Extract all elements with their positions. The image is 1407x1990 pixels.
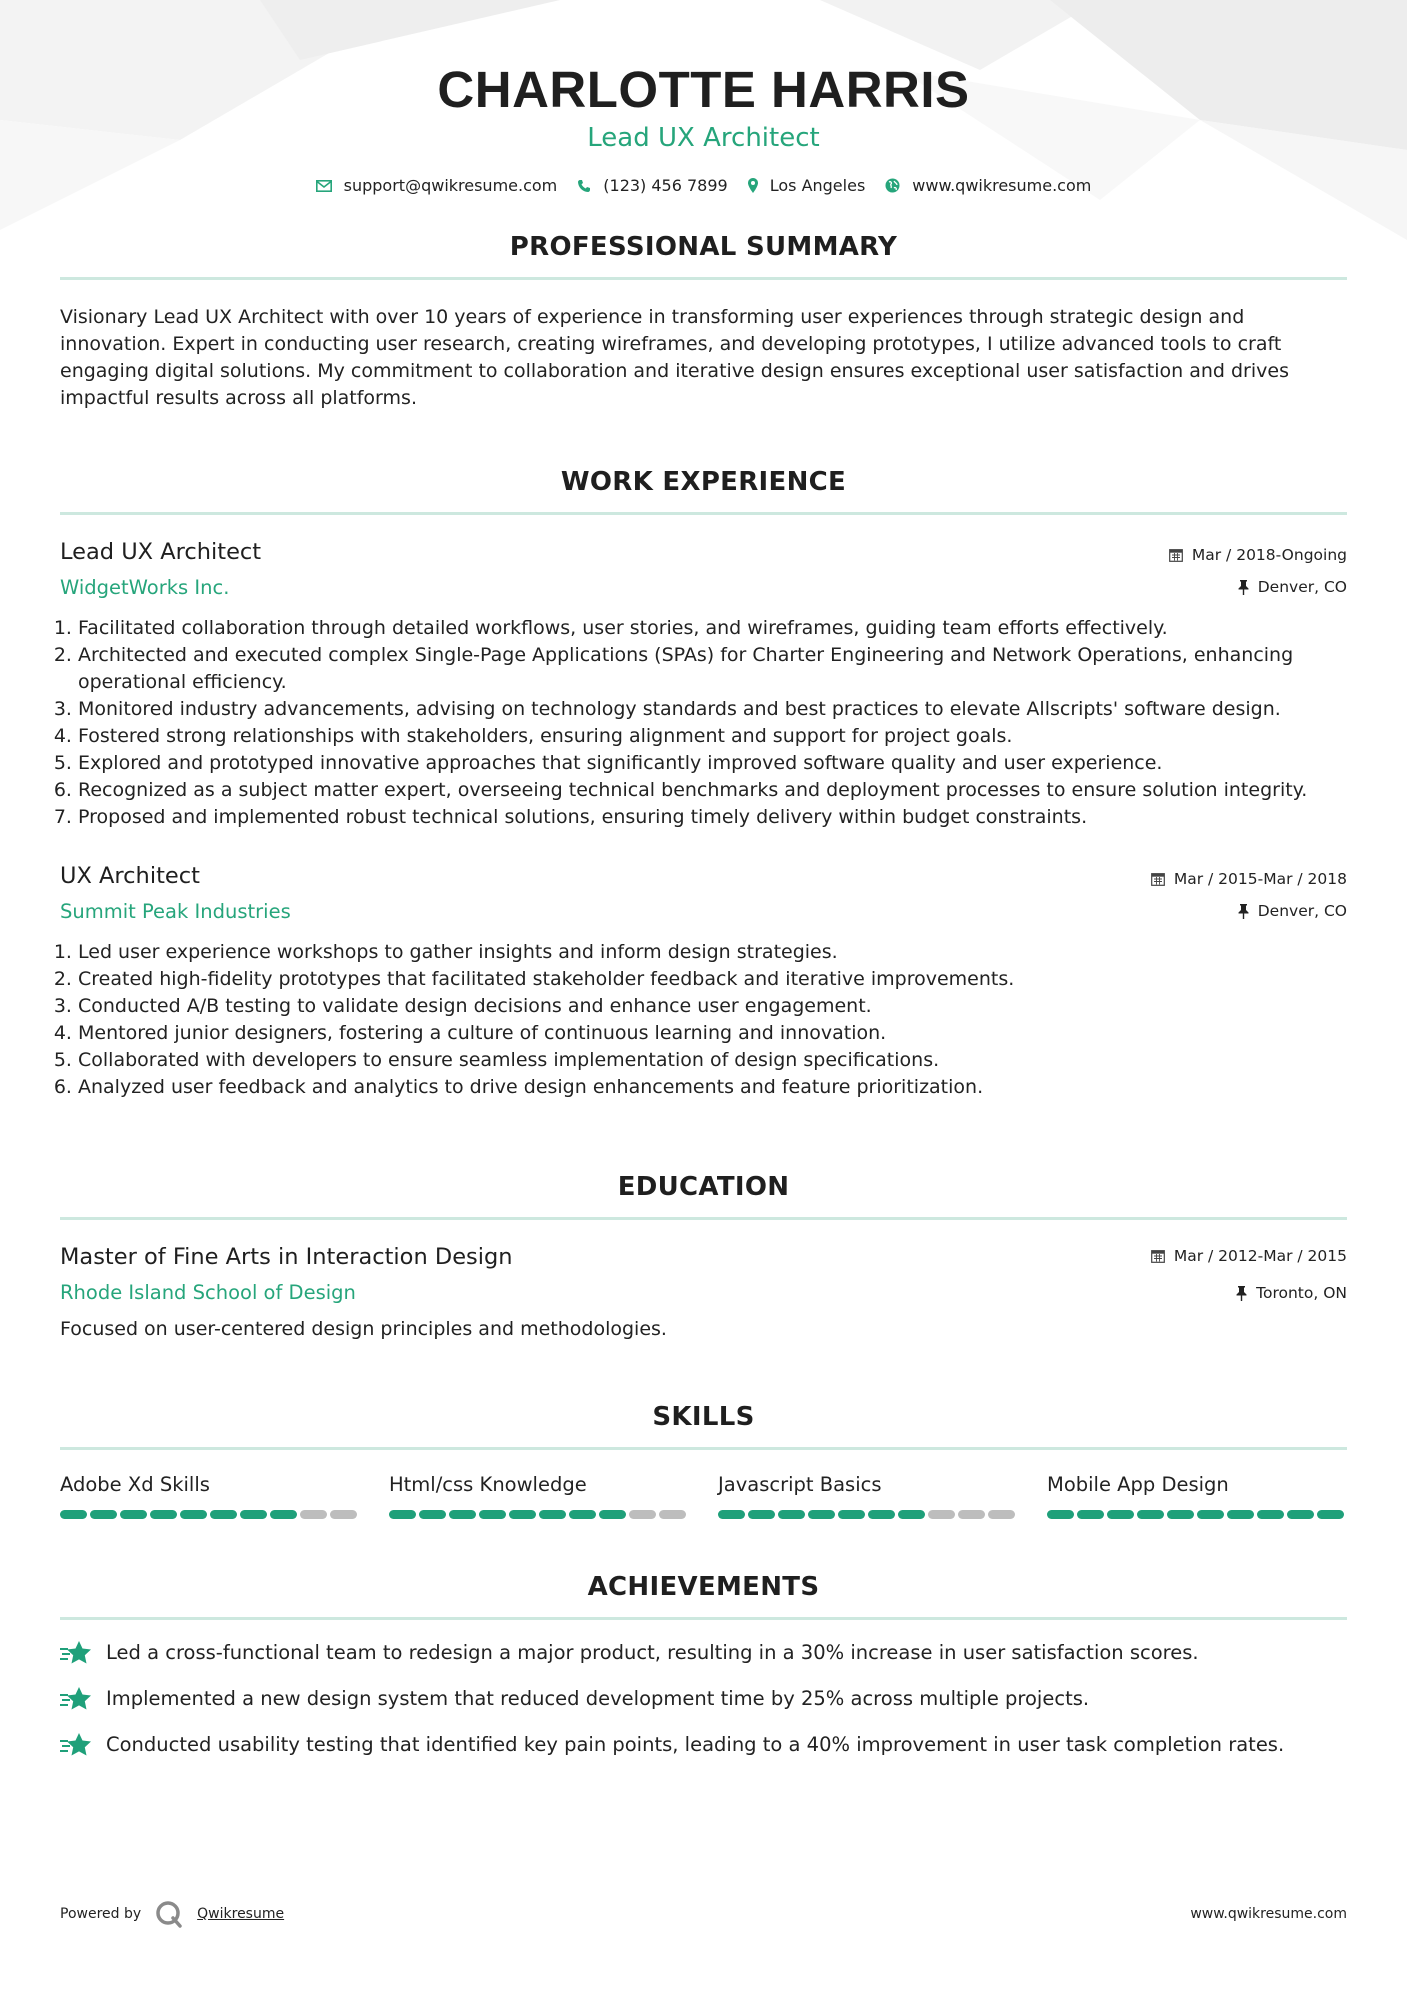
skill-segment-empty bbox=[330, 1510, 357, 1519]
powered-by bbox=[60, 1900, 284, 1928]
job-location: Denver, CO bbox=[1257, 578, 1347, 596]
responsibility-list bbox=[60, 615, 1347, 831]
list-item: 2. Created high-fidelity prototypes that facilitated stakeholder feedback and iterative improvements. bbox=[78, 966, 1347, 993]
degree-title: Master of Fine Arts in Interaction Design bbox=[60, 1244, 513, 1270]
envelope-icon bbox=[316, 180, 332, 192]
education-dates: Mar / 2012-Mar / 2015 bbox=[1173, 1247, 1347, 1265]
candidate-title: Lead UX Architect bbox=[587, 123, 820, 153]
skill-meter bbox=[718, 1510, 1018, 1519]
skill-segment-filled bbox=[210, 1510, 237, 1519]
summary-heading: PROFESSIONAL SUMMARY bbox=[509, 232, 898, 262]
skill-segment-filled bbox=[419, 1510, 446, 1519]
skill-segment-filled bbox=[449, 1510, 476, 1519]
skill-segment-filled bbox=[1257, 1510, 1284, 1519]
skill-segment-filled bbox=[1167, 1510, 1194, 1519]
skill-segment-filled bbox=[569, 1510, 596, 1519]
location-text: Los Angeles bbox=[769, 176, 866, 195]
job-entry bbox=[60, 537, 1347, 831]
skill-segment-filled bbox=[60, 1510, 87, 1519]
skill-segment-filled bbox=[718, 1510, 745, 1519]
star-icon bbox=[60, 1732, 92, 1758]
section-divider bbox=[60, 1447, 1347, 1450]
skill-name: Javascript Basics bbox=[718, 1473, 882, 1496]
website-text: www.qwikresume.com bbox=[912, 176, 1092, 195]
footer-website[interactable]: www.qwikresume.com bbox=[1190, 1906, 1347, 1922]
skill-segment-filled bbox=[1317, 1510, 1344, 1519]
education-location: Toronto, ON bbox=[1256, 1284, 1347, 1302]
skill-segment-empty bbox=[300, 1510, 327, 1519]
skill-segment-filled bbox=[90, 1510, 117, 1519]
skill-segment-filled bbox=[389, 1510, 416, 1519]
responsibility-list bbox=[60, 939, 1347, 1101]
contact-bar bbox=[60, 176, 1347, 195]
skill-item bbox=[1047, 1472, 1347, 1519]
list-item: 5. Explored and prototyped innovative approaches that significantly improved software quality and user experience. bbox=[78, 750, 1347, 777]
calendar-icon bbox=[1151, 1249, 1165, 1263]
list-item: 3. Monitored industry advancements, advising on technology standards and best practices to elevate Allscripts' software design. bbox=[78, 696, 1347, 723]
list-item: 2. Architected and executed complex Single-Page Applications (SPAs) for Charter Engineering and Network Operations, enhancing operational efficiency. bbox=[78, 642, 1347, 696]
star-icon bbox=[60, 1686, 92, 1712]
skill-segment-filled bbox=[539, 1510, 566, 1519]
star-icon bbox=[60, 1640, 92, 1666]
skill-segment-empty bbox=[988, 1510, 1015, 1519]
phone-text: (123) 456 7899 bbox=[603, 176, 728, 195]
education-description: Focused on user-centered design principles and methodologies. bbox=[60, 1318, 667, 1340]
skill-meter bbox=[389, 1510, 689, 1519]
achievement-text: Conducted usability testing that identified key pain points, leading to a 40% improvement in user task completion rates. bbox=[106, 1733, 1285, 1756]
skill-segment-filled bbox=[838, 1510, 865, 1519]
phone-icon bbox=[577, 179, 591, 193]
skill-segment-filled bbox=[509, 1510, 536, 1519]
summary-section bbox=[60, 231, 1347, 412]
pushpin-icon bbox=[1238, 580, 1249, 595]
skill-segment-filled bbox=[1197, 1510, 1224, 1519]
skill-segment-filled bbox=[748, 1510, 775, 1519]
list-item: 5. Collaborated with developers to ensure seamless implementation of design specifications. bbox=[78, 1047, 1347, 1074]
list-item: 4. Fostered strong relationships with stakeholders, ensuring alignment and support for project goals. bbox=[78, 723, 1347, 750]
job-location: Denver, CO bbox=[1257, 902, 1347, 920]
section-divider bbox=[60, 1617, 1347, 1620]
skill-meter bbox=[60, 1510, 360, 1519]
candidate-name: CHARLOTTE HARRIS bbox=[437, 61, 970, 118]
education-section bbox=[60, 1171, 1347, 1343]
achievements-section bbox=[60, 1571, 1347, 1758]
list-item: 1. Facilitated collaboration through detailed workflows, user stories, and wireframes, guiding team efforts effectively. bbox=[78, 615, 1347, 642]
company-name: WidgetWorks Inc. bbox=[60, 576, 230, 599]
skill-item bbox=[389, 1472, 689, 1519]
email-text: support@qwikresume.com bbox=[343, 176, 558, 195]
skill-segment-filled bbox=[1287, 1510, 1314, 1519]
skill-segment-filled bbox=[1227, 1510, 1254, 1519]
contact-website[interactable] bbox=[885, 176, 1091, 195]
experience-section bbox=[60, 466, 1347, 1101]
skill-segment-filled bbox=[778, 1510, 805, 1519]
list-item: 3. Conducted A/B testing to validate design decisions and enhance user engagement. bbox=[78, 993, 1347, 1020]
calendar-icon bbox=[1169, 548, 1183, 562]
experience-heading: WORK EXPERIENCE bbox=[560, 467, 847, 497]
skill-segment-empty bbox=[928, 1510, 955, 1519]
skills-section bbox=[60, 1401, 1347, 1519]
skill-segment-filled bbox=[898, 1510, 925, 1519]
achievement-text: Implemented a new design system that reduced development time by 25% across multiple projects. bbox=[106, 1687, 1090, 1710]
skill-segment-filled bbox=[150, 1510, 177, 1519]
skill-segment-filled bbox=[868, 1510, 895, 1519]
achievement-item bbox=[60, 1640, 1347, 1666]
skill-segment-filled bbox=[1137, 1510, 1164, 1519]
pushpin-icon bbox=[1236, 1286, 1247, 1301]
list-item: 4. Mentored junior designers, fostering a culture of continuous learning and innovation. bbox=[78, 1020, 1347, 1047]
skill-meter bbox=[1047, 1510, 1347, 1519]
skill-item bbox=[60, 1472, 360, 1519]
skill-segment-filled bbox=[1077, 1510, 1104, 1519]
job-entry bbox=[60, 861, 1347, 1101]
skill-segment-filled bbox=[1107, 1510, 1134, 1519]
school-name: Rhode Island School of Design bbox=[60, 1281, 356, 1304]
education-heading: EDUCATION bbox=[617, 1172, 790, 1202]
job-dates: Mar / 2018-Ongoing bbox=[1191, 546, 1347, 564]
page-footer bbox=[60, 1900, 1347, 1928]
qwikresume-link[interactable]: Qwikresume bbox=[197, 1906, 285, 1922]
section-divider bbox=[60, 277, 1347, 280]
list-item: 7. Proposed and implemented robust technical solutions, ensuring timely delivery within budget constraints. bbox=[78, 804, 1347, 831]
contact-email[interactable] bbox=[316, 176, 558, 195]
skills-heading: SKILLS bbox=[652, 1402, 755, 1432]
skill-segment-empty bbox=[958, 1510, 985, 1519]
skill-segment-empty bbox=[629, 1510, 656, 1519]
qwikresume-logo-icon bbox=[155, 1900, 183, 1928]
resume-header bbox=[60, 0, 1347, 195]
calendar-icon bbox=[1151, 872, 1165, 886]
skill-item bbox=[718, 1472, 1018, 1519]
skill-segment-filled bbox=[240, 1510, 267, 1519]
skill-name: Mobile App Design bbox=[1047, 1473, 1229, 1496]
powered-by-label: Powered by bbox=[60, 1906, 142, 1922]
contact-phone[interactable] bbox=[577, 176, 727, 195]
skill-segment-empty bbox=[659, 1510, 686, 1519]
achievements-heading: ACHIEVEMENTS bbox=[587, 1572, 820, 1602]
job-title: Lead UX Architect bbox=[60, 539, 262, 565]
achievement-item bbox=[60, 1686, 1347, 1712]
contact-location bbox=[748, 176, 866, 195]
education-entry bbox=[60, 1242, 1347, 1343]
section-divider bbox=[60, 512, 1347, 515]
list-item: 1. Led user experience workshops to gather insights and inform design strategies. bbox=[78, 939, 1347, 966]
skill-name: Html/css Knowledge bbox=[389, 1473, 587, 1496]
achievement-text: Led a cross-functional team to redesign a major product, resulting in a 30% increase in user satisfaction scores. bbox=[106, 1641, 1199, 1664]
company-name: Summit Peak Industries bbox=[60, 900, 291, 923]
skill-segment-filled bbox=[180, 1510, 207, 1519]
job-title: UX Architect bbox=[60, 863, 200, 889]
skill-segment-filled bbox=[479, 1510, 506, 1519]
skills-list bbox=[60, 1472, 1347, 1519]
skill-segment-filled bbox=[1047, 1510, 1074, 1519]
skill-segment-filled bbox=[120, 1510, 147, 1519]
summary-text: Visionary Lead UX Architect with over 10 years of experience in transforming user experiences through strategic design and innovation. Expert in conducting user research, creating wireframes, and developing prototypes, I utilize advanced tools to craft engaging digital solutions. My commitment to collaboration and iterative design ensures exceptional user satisfaction and drives impactful results across all platforms. bbox=[60, 306, 1289, 409]
achievement-item bbox=[60, 1732, 1347, 1758]
globe-icon bbox=[885, 178, 900, 193]
list-item: 6. Analyzed user feedback and analytics to drive design enhancements and feature prioritization. bbox=[78, 1074, 1347, 1101]
skill-name: Adobe Xd Skills bbox=[60, 1473, 210, 1496]
list-item: 6. Recognized as a subject matter expert, overseeing technical benchmarks and deployment processes to ensure solution integrity. bbox=[78, 777, 1347, 804]
skill-segment-filled bbox=[270, 1510, 297, 1519]
skill-segment-filled bbox=[808, 1510, 835, 1519]
section-divider bbox=[60, 1217, 1347, 1220]
job-dates: Mar / 2015-Mar / 2018 bbox=[1173, 870, 1347, 888]
pushpin-icon bbox=[1238, 904, 1249, 919]
map-pin-icon bbox=[748, 178, 758, 193]
skill-segment-filled bbox=[599, 1510, 626, 1519]
